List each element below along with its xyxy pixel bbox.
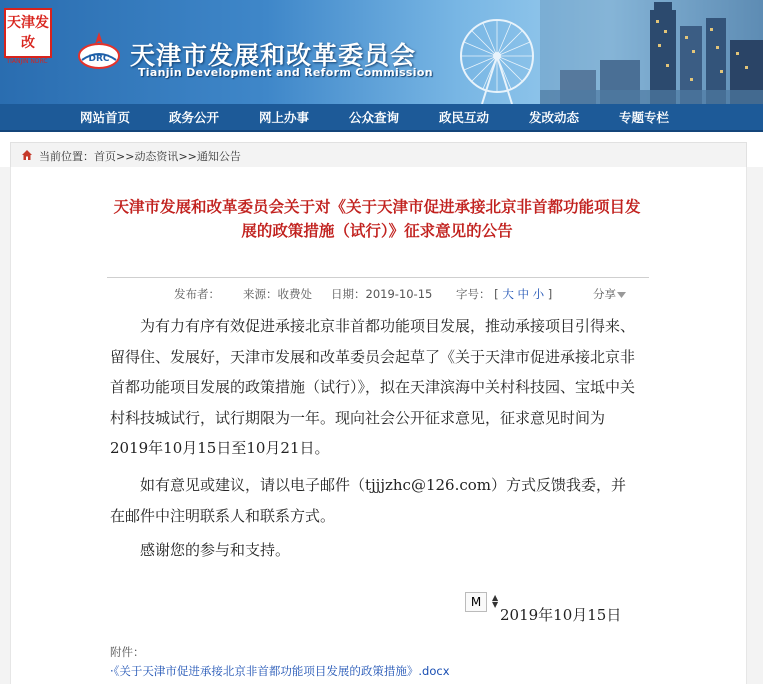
sign-date: 2019年10月15日 [500, 606, 622, 624]
attachment-label: 附件： [110, 645, 145, 659]
bracket-close: ] [547, 287, 553, 301]
attachment-link[interactable]: ·《关于天津市促进承接北京非首都功能项目发展的政策措施》.docx [110, 664, 450, 678]
article-paragraph: 感谢您的参与和支持。 [140, 541, 291, 559]
breadcrumb-text [39, 148, 241, 164]
site-banner [0, 0, 763, 104]
article-paragraph: 为有力有序有效促进承接北京非首都功能项目发展，推动承接项目引得来、留得住、发展好，天津市发展和改革委员会起草了《关于天津市促进承接北京非首都功能项目发展的政策措施（试行）》，拟在天津滨海中关村科技园、宝坻中关村科技城试行，试行期限为一年。现向社会公开征求意见，征求意见时间为2019年10月15日至10月21日。 [110, 317, 636, 457]
breadcrumb-home-link[interactable]: 首页 [94, 150, 116, 163]
site-title-english: Tianjin Development and Reform Commission [138, 66, 433, 79]
breadcrumb-current-link[interactable]: 通知公告 [196, 150, 241, 163]
share-label: 分享 [593, 287, 616, 301]
main-nav [0, 104, 763, 132]
home-icon [21, 149, 33, 161]
font-size-large-link[interactable]: 大 [502, 287, 514, 301]
font-size-control [456, 286, 552, 302]
article-paragraph: 如有意见或建议，请以电子邮件（tjjjzhc@126.com）方式反馈我委，并在邮件中注明联系人和联系方式。 [110, 476, 627, 525]
site-title: 天津市发展和改革委员会 [130, 41, 417, 70]
share-button[interactable] [593, 286, 626, 302]
bracket-open: [ [494, 287, 499, 301]
emblem-text: DRC [88, 54, 110, 64]
nav-item-interaction[interactable]: 政民互动 [439, 110, 490, 125]
nav-item-public-query[interactable]: 公众查询 [349, 110, 400, 125]
nav-item-gov-affairs[interactable]: 政务公开 [169, 110, 220, 125]
seal-text: 天津发改 [7, 15, 49, 51]
left-gutter [0, 167, 10, 684]
ferris-wheel-icon [452, 14, 542, 104]
font-size-medium-link[interactable]: 中 [517, 287, 529, 301]
breadcrumb-separator: >> [178, 150, 197, 163]
meta-divider [107, 277, 649, 278]
chevron-down-icon [617, 292, 626, 298]
seal-subtitle: TIANJIN NDRC [6, 58, 48, 65]
city-skyline-image [540, 0, 763, 104]
breadcrumb-section-link[interactable]: 动态资讯 [134, 150, 179, 163]
meta-date: 日期：2019-10-15 [331, 287, 433, 301]
font-size-label: 字号： [456, 287, 491, 301]
font-size-small-link[interactable]: 小 [532, 287, 545, 301]
nav-item-news[interactable]: 发改动态 [529, 110, 580, 125]
nav-item-home[interactable]: 网站首页 [80, 110, 131, 125]
drc-emblem-icon [74, 30, 124, 74]
m-select-box[interactable]: M [465, 592, 487, 612]
meta-publisher: 发布者： [174, 287, 220, 301]
meta-source: 来源：收费处 [243, 287, 312, 301]
nav-item-special-topics[interactable]: 专题专栏 [619, 110, 670, 125]
breadcrumb-prefix: 当前位置： [39, 150, 94, 163]
right-gutter [745, 167, 763, 684]
site-seal-logo[interactable] [4, 8, 52, 58]
breadcrumb-separator: >> [116, 150, 135, 163]
breadcrumb [10, 142, 747, 168]
spinner-arrows-icon[interactable]: ▲ ▼ [492, 593, 499, 609]
article-title: 天津市发展和改革委员会关于对《关于天津市促进承接北京非首都功能项目发展的政策措施（试行）》征求意见的公告 [113, 198, 641, 240]
nav-item-online-services[interactable]: 网上办事 [259, 110, 310, 125]
